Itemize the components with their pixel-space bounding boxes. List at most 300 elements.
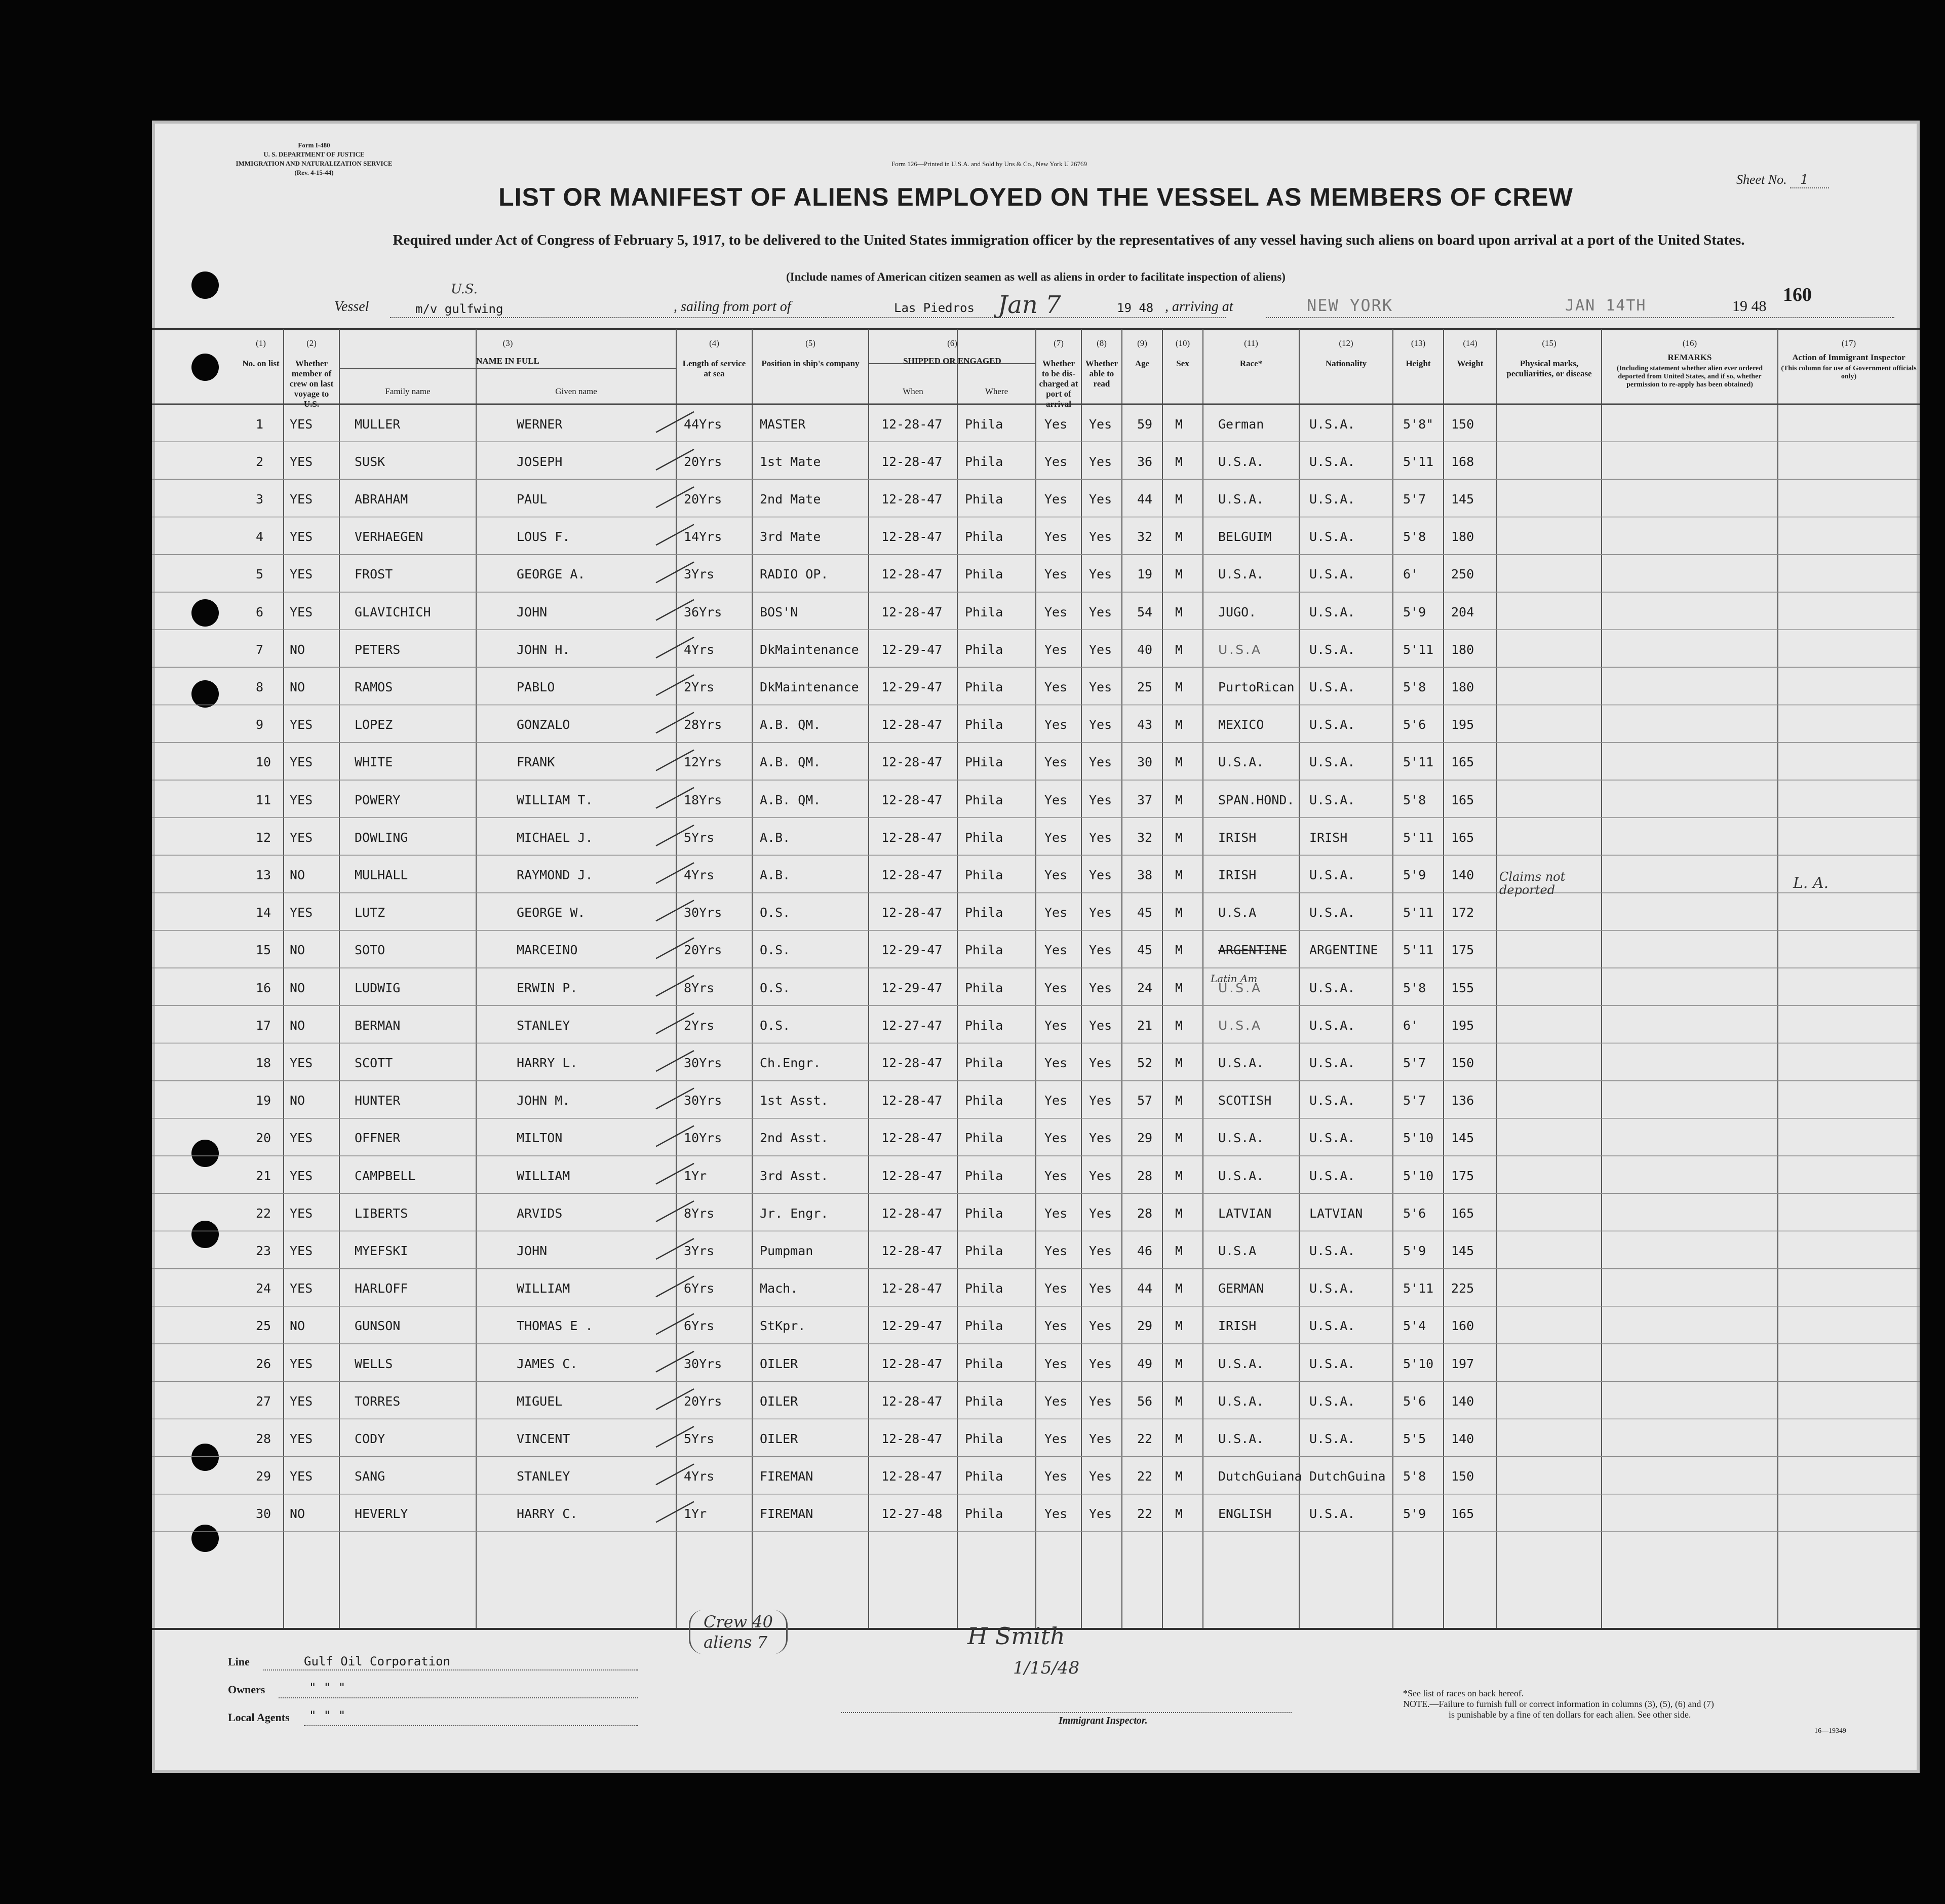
age: 44 <box>1137 1281 1153 1296</box>
row-number: 6 <box>256 604 264 619</box>
sex: M <box>1175 604 1183 619</box>
given-name: PABLO <box>517 679 555 694</box>
row-number: 13 <box>256 867 271 882</box>
age: 30 <box>1137 755 1153 770</box>
last-voyage: YES <box>290 416 313 432</box>
row-number: 7 <box>256 642 264 657</box>
race: U.S.A. <box>1218 1393 1264 1409</box>
discharged: Yes <box>1044 1206 1068 1221</box>
can-read: Yes <box>1089 567 1112 582</box>
shipped-date: 12-29-47 <box>881 1318 943 1334</box>
service-length: 30Yrs <box>684 1055 722 1070</box>
can-read: Yes <box>1089 1318 1112 1334</box>
discharged: Yes <box>1044 717 1068 732</box>
sex: M <box>1175 1356 1183 1371</box>
height: 5'10 <box>1403 1356 1434 1371</box>
column-header: Position in ship's company <box>761 359 860 368</box>
last-voyage: YES <box>290 1431 313 1446</box>
sailing-label: , sailing from port of <box>674 299 791 315</box>
service-length: 20Yrs <box>684 454 722 469</box>
last-voyage: YES <box>290 454 313 469</box>
shipped-date: 12-28-47 <box>881 1206 943 1221</box>
can-read: Yes <box>1089 1131 1112 1146</box>
given-name: JAMES C. <box>517 1356 578 1371</box>
height: 6' <box>1403 1018 1419 1033</box>
family-name: LIBERTS <box>355 1206 408 1221</box>
family-name: FROST <box>355 567 393 582</box>
height: 5'6 <box>1403 1393 1426 1409</box>
can-read: Yes <box>1089 529 1112 545</box>
shipped-place: Phila <box>965 717 1003 732</box>
race: U.S.A <box>1218 642 1263 657</box>
column-header: Action of Immigrant Inspector <box>1792 353 1905 362</box>
shipped-date: 12-28-47 <box>881 1055 943 1070</box>
position: OILER <box>760 1393 798 1409</box>
height: 6' <box>1403 567 1419 582</box>
age: 54 <box>1137 604 1153 619</box>
nationality: U.S.A. <box>1309 1093 1355 1108</box>
discharged: Yes <box>1044 830 1068 845</box>
given-name: WILLIAM <box>517 1281 570 1296</box>
family-name: MYEFSKI <box>355 1243 408 1258</box>
shipped-date: 12-29-47 <box>881 679 943 694</box>
shipped-date: 12-28-47 <box>881 1356 943 1371</box>
given-name: FRANK <box>517 755 555 770</box>
service-length: 18Yrs <box>684 792 722 807</box>
discharged: Yes <box>1044 567 1068 582</box>
sex: M <box>1175 1168 1183 1183</box>
service-length: 8Yrs <box>684 980 715 995</box>
nationality: U.S.A. <box>1309 1393 1355 1409</box>
last-voyage: NO <box>290 980 305 995</box>
agents-label: Local Agents <box>228 1711 290 1724</box>
given-name: ERWIN P. <box>517 980 578 995</box>
shipped-place: Phila <box>965 1243 1003 1258</box>
discharged: Yes <box>1044 1018 1068 1033</box>
position: OILER <box>760 1356 798 1371</box>
family-name: WHITE <box>355 755 393 770</box>
nationality: U.S.A. <box>1309 491 1355 507</box>
row-number: 25 <box>256 1318 271 1334</box>
shipped-place: Phila <box>965 830 1003 845</box>
shipped-place: PHila <box>965 755 1003 770</box>
agents-value: " " " <box>309 1708 346 1723</box>
given-name: THOMAS E . <box>517 1318 593 1334</box>
column-subheader: Given name <box>555 386 597 396</box>
vessel-flag: U.S. <box>451 282 478 297</box>
shipped-date: 12-28-47 <box>881 1093 943 1108</box>
row-number: 10 <box>256 755 271 770</box>
age: 43 <box>1137 717 1153 732</box>
shipped-place: Phila <box>965 1356 1003 1371</box>
weight: 250 <box>1451 567 1474 582</box>
shipped-date: 12-28-47 <box>881 1469 943 1484</box>
nationality: U.S.A. <box>1309 1431 1355 1446</box>
sex: M <box>1175 830 1183 845</box>
discharged: Yes <box>1044 1506 1068 1522</box>
race: U.S.A <box>1218 1018 1263 1033</box>
column-header: Sex <box>1176 359 1189 368</box>
sex: M <box>1175 567 1183 582</box>
can-read: Yes <box>1089 1168 1112 1183</box>
position: 3rd Asst. <box>760 1168 829 1183</box>
family-name: RAMOS <box>355 679 393 694</box>
sex: M <box>1175 1206 1183 1221</box>
weight: 168 <box>1451 454 1474 469</box>
column-header: Whether to be dis-charged at port of arrival <box>1039 359 1078 409</box>
given-name: JOHN H. <box>517 642 570 657</box>
discharged: Yes <box>1044 1055 1068 1070</box>
weight: 145 <box>1451 1131 1474 1146</box>
form-code: 16—19349 <box>1814 1727 1846 1735</box>
weight: 225 <box>1451 1281 1474 1296</box>
age: 24 <box>1137 980 1153 995</box>
race: U.S.A. <box>1218 1168 1264 1183</box>
row-number: 19 <box>256 1093 271 1108</box>
nationality: U.S.A. <box>1309 1506 1355 1522</box>
position: 1st Mate <box>760 454 821 469</box>
position: MASTER <box>760 416 806 432</box>
column-subheader: Family name <box>385 386 431 396</box>
shipped-date: 12-28-47 <box>881 867 943 882</box>
service-length: 4Yrs <box>684 867 715 882</box>
height: 5'9 <box>1403 604 1426 619</box>
column-header: Weight <box>1457 359 1484 368</box>
age: 40 <box>1137 642 1153 657</box>
service-length: 3Yrs <box>684 567 715 582</box>
age: 32 <box>1137 529 1153 545</box>
height: 5'7 <box>1403 1055 1426 1070</box>
last-voyage: NO <box>290 1093 305 1108</box>
last-voyage: YES <box>290 1243 313 1258</box>
column-number: (13) <box>1411 338 1426 348</box>
service-length: 20Yrs <box>684 1393 722 1409</box>
last-voyage: YES <box>290 1206 313 1221</box>
last-voyage: NO <box>290 1018 305 1033</box>
nationality: ARGENTINE <box>1309 943 1378 958</box>
line-underline <box>263 1669 638 1670</box>
vessel-label: Vessel <box>334 299 369 315</box>
position: DkMaintenance <box>760 642 859 657</box>
weight: 204 <box>1451 604 1474 619</box>
service-length: 1Yr <box>684 1168 707 1183</box>
shipped-place: Phila <box>965 943 1003 958</box>
discharged: Yes <box>1044 905 1068 920</box>
shipped-date: 12-29-47 <box>881 943 943 958</box>
arriving-year: 19 48 <box>1732 298 1767 315</box>
height: 5'8 <box>1403 792 1426 807</box>
shipped-date: 12-29-47 <box>881 642 943 657</box>
revision: (Rev. 4-15-44) <box>294 169 334 176</box>
service-length: 30Yrs <box>684 905 722 920</box>
last-voyage: YES <box>290 604 313 619</box>
shipped-place: Phila <box>965 1506 1003 1522</box>
weight: 145 <box>1451 491 1474 507</box>
given-name: PAUL <box>517 491 548 507</box>
arriving-label: , arriving at <box>1165 299 1233 315</box>
age: 19 <box>1137 567 1153 582</box>
discharged: Yes <box>1044 1393 1068 1409</box>
family-name: GLAVICHICH <box>355 604 431 619</box>
weight: 175 <box>1451 1168 1474 1183</box>
given-name: RAYMOND J. <box>517 867 593 882</box>
family-name: CODY <box>355 1431 385 1446</box>
age: 38 <box>1137 867 1153 882</box>
race: GERMAN <box>1218 1281 1264 1296</box>
family-name: GUNSON <box>355 1318 401 1334</box>
last-voyage: NO <box>290 943 305 958</box>
column-header: REMARKS <box>1667 353 1712 362</box>
column-header: Race* <box>1239 359 1263 368</box>
column-number: (6) <box>947 338 957 348</box>
age: 37 <box>1137 792 1153 807</box>
height: 5'9 <box>1403 1243 1426 1258</box>
can-read: Yes <box>1089 1243 1112 1258</box>
row-number: 20 <box>256 1131 271 1146</box>
shipped-place: Phila <box>965 1318 1003 1334</box>
sailing-date: Jan 7 <box>998 291 1061 319</box>
shipped-date: 12-28-47 <box>881 1431 943 1446</box>
column-header: Whether member of crew on last voyage to U.S. <box>289 359 334 409</box>
height: 5'5 <box>1403 1431 1426 1446</box>
can-read: Yes <box>1089 905 1112 920</box>
nationality: U.S.A. <box>1309 604 1355 619</box>
can-read: Yes <box>1089 1356 1112 1371</box>
can-read: Yes <box>1089 1469 1112 1484</box>
row-number: 9 <box>256 717 264 732</box>
discharged: Yes <box>1044 1469 1068 1484</box>
age: 45 <box>1137 943 1153 958</box>
sex: M <box>1175 792 1183 807</box>
family-name: LUDWIG <box>355 980 401 995</box>
given-name: VINCENT <box>517 1431 570 1446</box>
row-number: 22 <box>256 1206 271 1221</box>
column-number: (17) <box>1841 338 1856 348</box>
position: Ch.Engr. <box>760 1055 821 1070</box>
footnote-penalty: NOTE.—Failure to furnish full or correct information in columns (3), (5), (6) and (7) <box>1403 1699 1714 1709</box>
age: 46 <box>1137 1243 1153 1258</box>
height: 5'8 <box>1403 980 1426 995</box>
discharged: Yes <box>1044 1318 1068 1334</box>
nationality: U.S.A. <box>1309 1318 1355 1334</box>
last-voyage: NO <box>290 642 305 657</box>
family-name: HEVERLY <box>355 1506 408 1522</box>
column-number: (4) <box>709 338 719 348</box>
weight: 165 <box>1451 1206 1474 1221</box>
shipped-place: Phila <box>965 1469 1003 1484</box>
last-voyage: YES <box>290 1168 313 1183</box>
age: 28 <box>1137 1206 1153 1221</box>
weight: 180 <box>1451 679 1474 694</box>
sheet-value: 1 <box>1790 172 1829 188</box>
race: ENGLISH <box>1218 1506 1272 1522</box>
race: U.S.A. <box>1218 454 1264 469</box>
race-correction: Latin Am <box>1211 973 1258 985</box>
column-header: NAME IN FULL <box>476 356 539 366</box>
shipped-date: 12-28-47 <box>881 1168 943 1183</box>
row-number: 18 <box>256 1055 271 1070</box>
position: 2nd Asst. <box>760 1131 829 1146</box>
can-read: Yes <box>1089 1055 1112 1070</box>
sex: M <box>1175 529 1183 545</box>
height: 5'11 <box>1403 642 1434 657</box>
family-name: ABRAHAM <box>355 491 408 507</box>
last-voyage: NO <box>290 1318 305 1334</box>
column-number: (3) <box>502 338 513 348</box>
shipped-date: 12-27-48 <box>881 1506 943 1522</box>
service-length: 2Yrs <box>684 1018 715 1033</box>
column-number: (9) <box>1137 338 1147 348</box>
shipped-place: Phila <box>965 1206 1003 1221</box>
discharged: Yes <box>1044 416 1068 432</box>
discharged: Yes <box>1044 1131 1068 1146</box>
row-number: 21 <box>256 1168 271 1183</box>
row-number: 29 <box>256 1469 271 1484</box>
race: BELGUIM <box>1218 529 1272 545</box>
given-name: ARVIDS <box>517 1206 563 1221</box>
column-subheader: When <box>903 386 923 396</box>
weight: 160 <box>1451 1318 1474 1334</box>
weight: 172 <box>1451 905 1474 920</box>
position: 2nd Mate <box>760 491 821 507</box>
footnote-penalty-cont: is punishable by a fine of ten dollars for each alien. See other side. <box>1449 1709 1691 1720</box>
nationality: U.S.A. <box>1309 792 1355 807</box>
can-read: Yes <box>1089 491 1112 507</box>
sex: M <box>1175 1469 1183 1484</box>
given-name: MILTON <box>517 1131 563 1146</box>
age: 36 <box>1137 454 1153 469</box>
column-number: (11) <box>1244 338 1258 348</box>
given-name: MARCEINO <box>517 943 578 958</box>
weight: 140 <box>1451 1393 1474 1409</box>
age: 22 <box>1137 1431 1153 1446</box>
nationality: U.S.A. <box>1309 454 1355 469</box>
last-voyage: YES <box>290 1055 313 1070</box>
race: U.S.A <box>1218 905 1257 920</box>
race: SCOTISH <box>1218 1093 1272 1108</box>
service-length: 8Yrs <box>684 1206 715 1221</box>
race: U.S.A. <box>1218 1055 1264 1070</box>
discharged: Yes <box>1044 980 1068 995</box>
last-voyage: YES <box>290 1131 313 1146</box>
given-name: WILLIAM <box>517 1168 570 1183</box>
family-name: SUSK <box>355 454 385 469</box>
service-length: 28Yrs <box>684 717 722 732</box>
can-read: Yes <box>1089 792 1112 807</box>
shipped-place: Phila <box>965 792 1003 807</box>
include-note: (Include names of American citizen seamen as well as aliens in order to facilitate inspection of aliens) <box>786 270 1286 283</box>
row-number: 5 <box>256 567 264 582</box>
family-name: LUTZ <box>355 905 385 920</box>
can-read: Yes <box>1089 1018 1112 1033</box>
form-id: Form I-480 <box>298 141 330 149</box>
weight: 165 <box>1451 830 1474 845</box>
family-name: MULLER <box>355 416 401 432</box>
shipped-place: Phila <box>965 642 1003 657</box>
family-name: VERHAEGEN <box>355 529 423 545</box>
sex: M <box>1175 491 1183 507</box>
age: 57 <box>1137 1093 1153 1108</box>
height: 5'11 <box>1403 1281 1434 1296</box>
can-read: Yes <box>1089 642 1112 657</box>
age: 29 <box>1137 1318 1153 1334</box>
weight: 165 <box>1451 792 1474 807</box>
race: PurtoRican <box>1218 679 1295 694</box>
family-name: SOTO <box>355 943 385 958</box>
service-length: 5Yrs <box>684 1431 715 1446</box>
shipped-place: Phila <box>965 1281 1003 1296</box>
can-read: Yes <box>1089 867 1112 882</box>
position: 3rd Mate <box>760 529 821 545</box>
weight: 136 <box>1451 1093 1474 1108</box>
row-number: 12 <box>256 830 271 845</box>
column-number: (14) <box>1463 338 1477 348</box>
nationality: U.S.A. <box>1309 755 1355 770</box>
sex: M <box>1175 679 1183 694</box>
given-name: HARRY C. <box>517 1506 578 1522</box>
race: MEXICO <box>1218 717 1264 732</box>
service-length: 4Yrs <box>684 1469 715 1484</box>
service-length: 2Yrs <box>684 679 715 694</box>
shipped-place: Phila <box>965 454 1003 469</box>
shipped-date: 12-28-47 <box>881 755 943 770</box>
nationality: U.S.A. <box>1309 1131 1355 1146</box>
height: 5'9 <box>1403 867 1426 882</box>
sex: M <box>1175 717 1183 732</box>
shipped-place: Phila <box>965 1168 1003 1183</box>
family-name: OFFNER <box>355 1131 401 1146</box>
age: 49 <box>1137 1356 1153 1371</box>
race: U.S.A <box>1218 1243 1257 1258</box>
inspector-action: L. A. <box>1793 874 1829 892</box>
position: FIREMAN <box>760 1469 813 1484</box>
discharged: Yes <box>1044 1168 1068 1183</box>
nationality: U.S.A. <box>1309 1243 1355 1258</box>
can-read: Yes <box>1089 1206 1112 1221</box>
position: O.S. <box>760 980 791 995</box>
can-read: Yes <box>1089 1506 1112 1522</box>
given-name: MIGUEL <box>517 1393 563 1409</box>
nationality: U.S.A. <box>1309 416 1355 432</box>
page-number: 160 <box>1783 284 1812 305</box>
height: 5'6 <box>1403 1206 1426 1221</box>
column-header-detail: (Including statement whether alien ever ordered deported from United States, and if so, whether permission to re-apply has been obtained) <box>1616 365 1763 388</box>
last-voyage: YES <box>290 1356 313 1371</box>
last-voyage: NO <box>290 1506 305 1522</box>
service-length: 36Yrs <box>684 604 722 619</box>
race: U.S.A. <box>1218 491 1264 507</box>
column-header: Physical marks, peculiarities, or disease <box>1506 359 1592 378</box>
nationality: U.S.A. <box>1309 1055 1355 1070</box>
age: 28 <box>1137 1168 1153 1183</box>
row-number: 17 <box>256 1018 271 1033</box>
discharged: Yes <box>1044 792 1068 807</box>
shipped-date: 12-28-47 <box>881 1393 943 1409</box>
shipped-place: Phila <box>965 905 1003 920</box>
weight: 140 <box>1451 1431 1474 1446</box>
last-voyage: YES <box>290 567 313 582</box>
weight: 145 <box>1451 1243 1474 1258</box>
shipped-place: Phila <box>965 679 1003 694</box>
shipped-date: 12-28-47 <box>881 717 943 732</box>
row-number: 14 <box>256 905 271 920</box>
line-value: Gulf Oil Corporation <box>304 1654 450 1668</box>
weight: 195 <box>1451 1018 1474 1033</box>
discharged: Yes <box>1044 491 1068 507</box>
shipped-date: 12-28-47 <box>881 454 943 469</box>
can-read: Yes <box>1089 454 1112 469</box>
shipped-place: Phila <box>965 867 1003 882</box>
